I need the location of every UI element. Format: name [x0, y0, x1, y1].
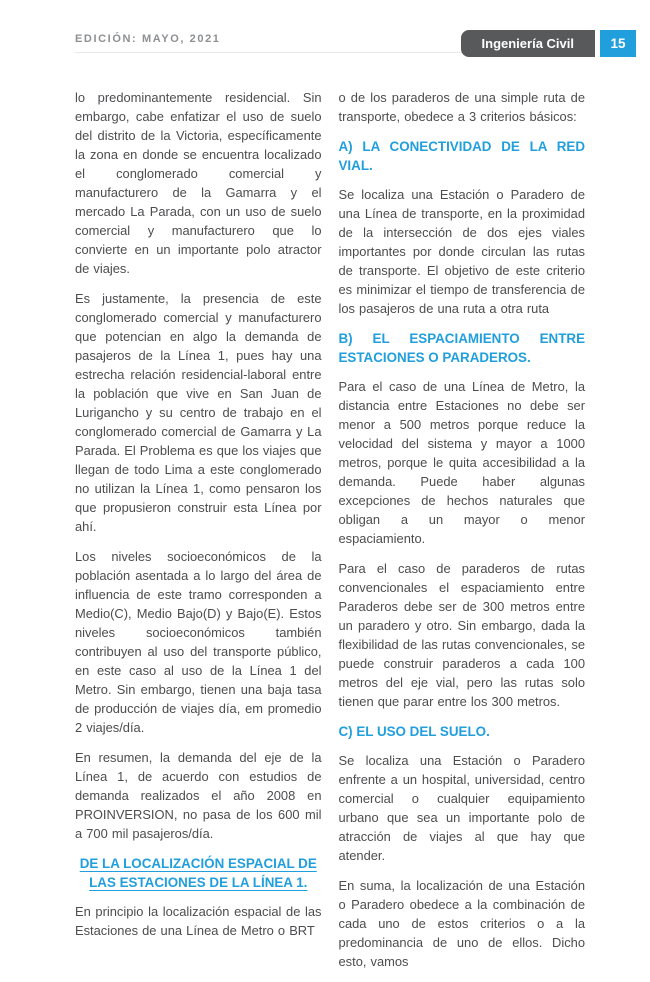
paragraph-espaciamiento-metro: Para el caso de una Línea de Metro, la distancia entre Estaciones no debe ser menor a 500 metros porque reduce la velocidad del sistema y mayor a 1000 metros, porque le quita accesibilidad a la demanda. Puede haber algunas excepciones de hechos naturales que obligan a un mayor o menor espaciamiento. [338, 379, 585, 546]
paragraph-uso-suelo: Se localiza una Estación o Paradero enfrente a un hospital, universidad, centro comercial o cualquier equipamiento urbano que sea un importante polo de atracción de viajes al que hay que atender. [338, 753, 585, 863]
header-left [75, 30, 480, 53]
section-heading-localizacion-espacial: DE LA LOCALIZACIÓN ESPACIAL DE LAS ESTACIONES DE LA LÍNEA 1. [79, 856, 317, 890]
paragraph-gamarra-demand: Es justamente, la presencia de este conglomerado comercial y manufacturero que potencian en algo la demanda de pasajeros de la Línea 1, pues hay una estrecha relación residencial-laboral entre la población que vive en San Juan de Lurigancho y su centro de trabajo en el conglomerado comercial de Gamarra y La Parada. El Problema es que los viajes que llegan de todo Lima a este conglomerado no utilizan la Línea 1, como pensaron los que propusieron construir esta Línea por ahí. [75, 291, 322, 534]
paragraph-espaciamiento-paraderos: Para el caso de paraderos de rutas convencionales el espaciamiento entre Paraderos debe ser de 300 metros entre un paradero y otro. Sin embargo, dada la flexibilidad de las rutas convencionales, se puede construir paraderos a cada 100 metros del eje vial, pero las rutas solo tienen que parar entre los 300 metros. [338, 561, 585, 709]
paragraph-localizacion-intro: En principio la localización espacial de las Estaciones de una Línea de Metro o BRT [75, 904, 322, 938]
page-header [75, 30, 636, 58]
header-rule [75, 52, 480, 53]
section-badge: Ingeniería Civil [461, 30, 595, 57]
section-heading-espaciamiento: B) EL ESPACIAMIENTO ENTRE ESTACIONES O PARADEROS. [338, 331, 585, 365]
edition-label: EDICIÓN: MAYO, 2021 [75, 33, 221, 45]
left-column [75, 88, 322, 982]
paragraph-combinacion-criterios: En suma, la localización de una Estación o Paradero obedece a la combinación de cada uno de estos criterios o a la predominancia de uno de ellos. Dicho esto, vamos [338, 878, 585, 969]
article-body [75, 88, 585, 982]
paragraph-residential-use: lo predominantemente residencial. Sin embargo, cabe enfatizar el uso de suelo del distrito de la Victoria, específicamente la zona en donde se encuentra localizado el conglomerado comercial y manufacturero de la Gamarra y el mercado La Parada, con un uso de suelo comercial y manufacturero que lo convierte en un importante polo atractor de viajes. [75, 90, 322, 276]
header-right [461, 30, 636, 57]
page-number-badge: 15 [600, 30, 636, 57]
paragraph-conectividad: Se localiza una Estación o Paradero de una Línea de transporte, en la proximidad de la intersección de dos ejes viales importantes por donde circulan las rutas de transporte. El objetivo de este criterio es minimizar el tiempo de transferencia de los pasajeros de una ruta a otra ruta [338, 187, 585, 316]
section-heading-conectividad: A) LA CONECTIVIDAD DE LA RED VIAL. [338, 139, 585, 173]
section-heading-uso-suelo: C) EL USO DEL SUELO. [338, 724, 490, 739]
paragraph-demand-summary: En resumen, la demanda del eje de la Línea 1, de acuerdo con estudios de demanda realizados el año 2008 en PROINVERSION, no pasa de los 600 mil a 700 mil pasajeros/día. [75, 750, 322, 841]
right-column [339, 88, 586, 982]
paragraph-socioeconomic-levels: Los niveles socioeconómicos de la población asentada a lo largo del área de influencia de este tramo corresponden a Medio(C), Medio Bajo(D) y Bajo(E). Estos niveles socioeconómicos también contribuyen al uso del transporte público, en este caso al uso de la Línea 1 del Metro. Sin embargo, tienen una baja tasa de producción de viajes día, em promedio 2 viajes/día. [75, 549, 322, 735]
paragraph-criterios-intro: o de los paraderos de una simple ruta de transporte, obedece a 3 criterios básicos: [338, 90, 585, 124]
